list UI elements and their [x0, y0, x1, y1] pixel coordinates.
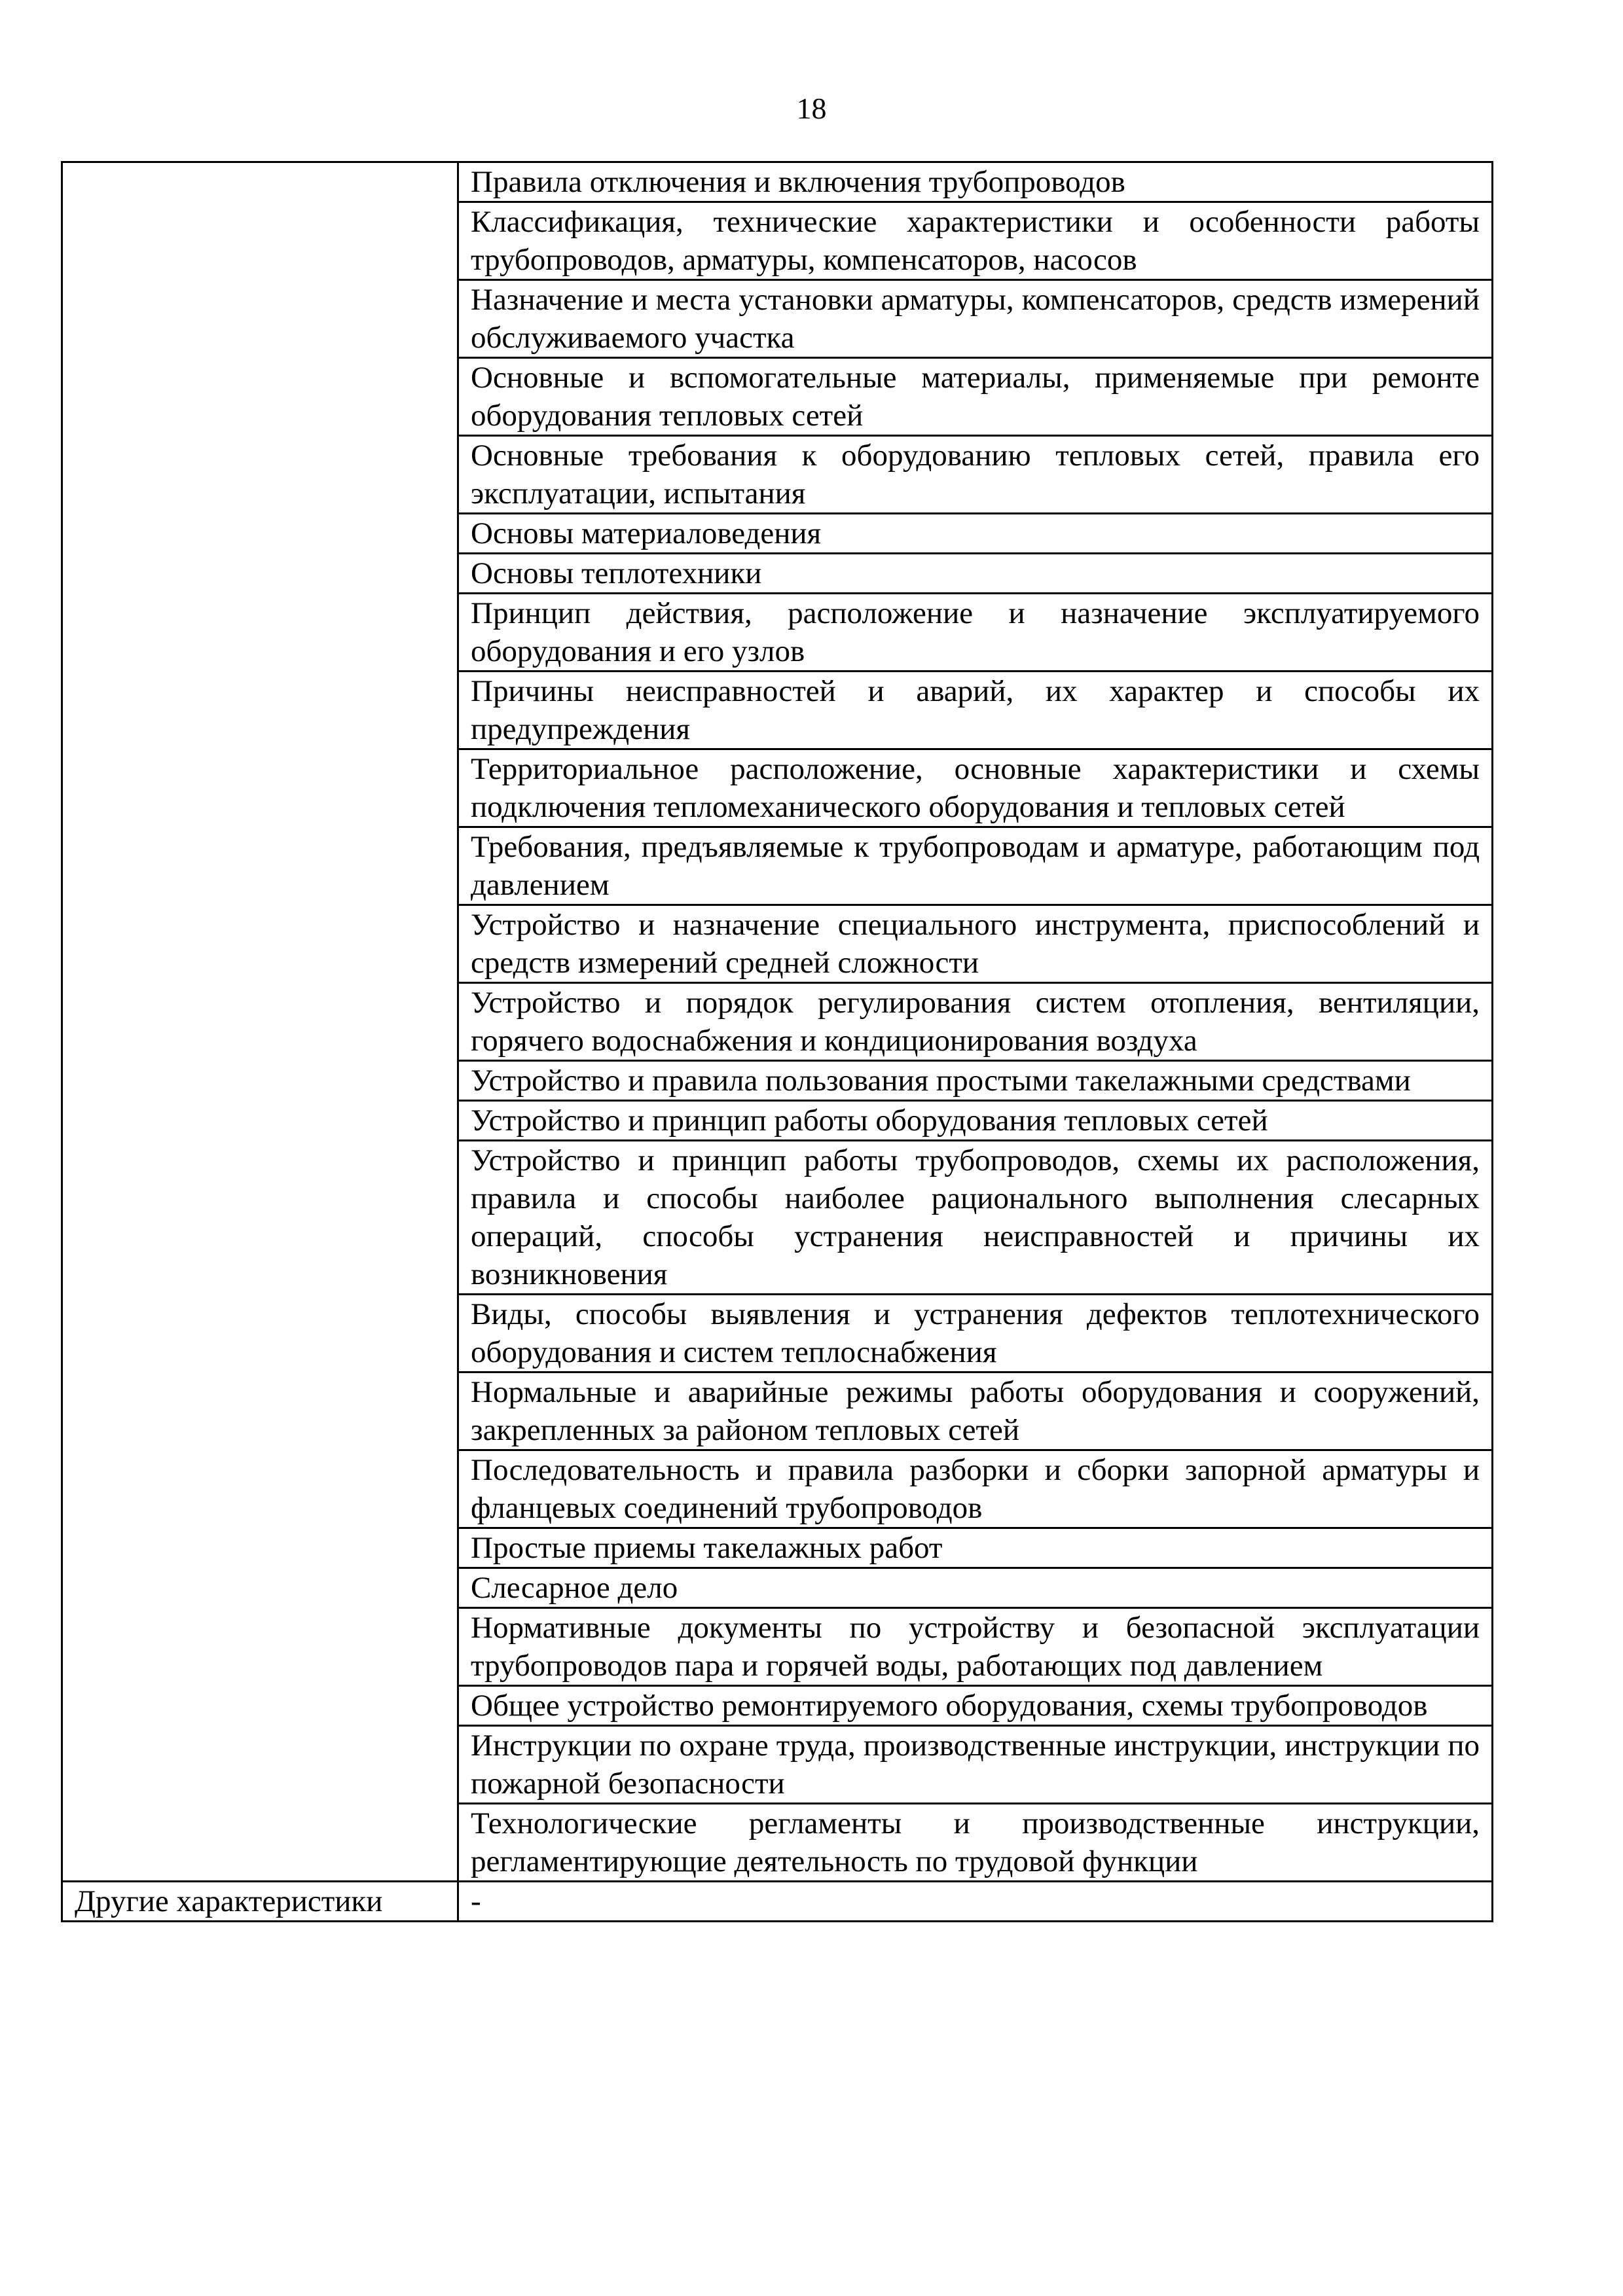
knowledge-item: Общее устройство ремонтируемого оборудования, схемы трубопроводов [458, 1686, 1493, 1726]
knowledge-item: Устройство и принцип работы оборудования тепловых сетей [458, 1101, 1493, 1141]
other-characteristics-value: - [458, 1882, 1493, 1922]
knowledge-item: Основные и вспомогательные материалы, применяемые при ремонте оборудования тепловых сетей [458, 358, 1493, 436]
knowledge-item: Требования, предъявляемые к трубопроводам и арматуре, работающим под давлением [458, 827, 1493, 905]
knowledge-table-body [62, 162, 1493, 1922]
knowledge-item: Простые приемы такелажных работ [458, 1528, 1493, 1568]
knowledge-item: Инструкции по охране труда, производственные инструкции, инструкции по пожарной безопасности [458, 1726, 1493, 1804]
knowledge-item: Основные требования к оборудованию тепловых сетей, правила его эксплуатации, испытания [458, 436, 1493, 514]
knowledge-item: Устройство и порядок регулирования систем отопления, вентиляции, горячего водоснабжения и кондиционирования воздуха [458, 983, 1493, 1061]
knowledge-item: Устройство и назначение специального инструмента, приспособлений и средств измерений средней сложности [458, 905, 1493, 983]
knowledge-item: Нормальные и аварийные режимы работы оборудования и сооружений, закрепленных за районом тепловых сетей [458, 1372, 1493, 1450]
knowledge-item: Слесарное дело [458, 1568, 1493, 1608]
knowledge-item: Правила отключения и включения трубопроводов [458, 162, 1493, 202]
knowledge-item: Виды, способы выявления и устранения дефектов теплотехнического оборудования и систем теплоснабжения [458, 1295, 1493, 1372]
knowledge-item: Устройство и принцип работы трубопроводов, схемы их расположения, правила и способы наиболее рационального выполнения слесарных операций, способы устранения неисправностей и причины их возникновения [458, 1141, 1493, 1295]
other-characteristics-label: Другие характеристики [62, 1882, 458, 1922]
knowledge-item: Последовательность и правила разборки и сборки запорной арматуры и фланцевых соединений трубопроводов [458, 1450, 1493, 1528]
knowledge-label-cell [62, 162, 458, 1882]
table-row [62, 162, 1493, 202]
knowledge-item: Нормативные документы по устройству и безопасной эксплуатации трубопроводов пара и горячей воды, работающих под давлением [458, 1608, 1493, 1686]
knowledge-item: Классификация, технические характеристики и особенности работы трубопроводов, арматуры, компенсаторов, насосов [458, 202, 1493, 280]
other-characteristics-row [62, 1882, 1493, 1922]
knowledge-item: Принцип действия, расположение и назначение эксплуатируемого оборудования и его узлов [458, 594, 1493, 672]
knowledge-item: Основы материаловедения [458, 514, 1493, 554]
knowledge-item: Причины неисправностей и аварий, их характер и способы их предупреждения [458, 672, 1493, 749]
knowledge-item: Технологические регламенты и производственные инструкции, регламентирующие деятельность по трудовой функции [458, 1804, 1493, 1882]
knowledge-table [61, 161, 1493, 1922]
knowledge-item: Основы теплотехники [458, 554, 1493, 594]
knowledge-item: Территориальное расположение, основные характеристики и схемы подключения тепломеханического оборудования и тепловых сетей [458, 749, 1493, 827]
knowledge-item: Устройство и правила пользования простыми такелажными средствами [458, 1061, 1493, 1101]
page-number: 18 [796, 92, 827, 125]
knowledge-item: Назначение и места установки арматуры, компенсаторов, средств измерений обслуживаемого участка [458, 280, 1493, 358]
